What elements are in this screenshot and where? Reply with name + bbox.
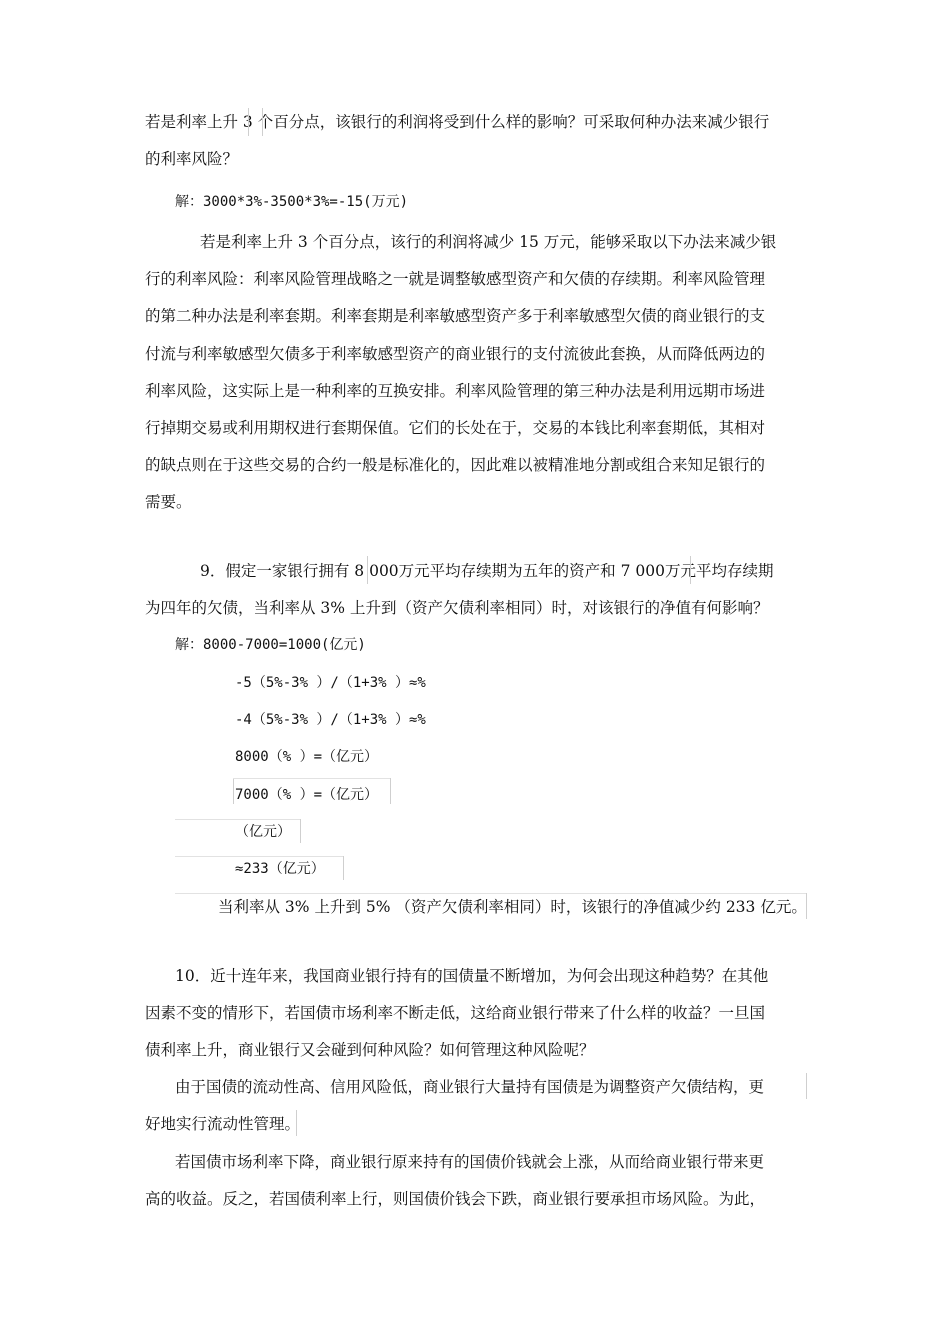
text-line: 需要。 <box>145 493 192 511</box>
formula-line: -5（5%-3% ）/（1+3% ）≈% <box>235 675 426 691</box>
textbox-edge <box>300 819 301 843</box>
formula-line: -4（5%-3% ）/（1+3% ）≈% <box>235 712 426 728</box>
text-line: 由于国债的流动性高、信用风险低，商业银行大量持有国债是为调整资产欠债结构，更 <box>175 1078 765 1096</box>
textbox-edge <box>690 556 691 584</box>
textbox-edge <box>262 108 263 136</box>
text-line: 若国债市场利率下降，商业银行原来持有的国债价钱就会上涨，从而给商业银行带来更 <box>175 1153 765 1171</box>
text-line: 若是利率上升 3 个百分点，该行的利润将减少 15 万元，能够采取以下办法来减少银 <box>200 233 777 251</box>
text-line: 好地实行流动性管理。 <box>145 1115 301 1133</box>
formula-line: （亿元） <box>235 824 291 840</box>
text-line: 行的利率风险：利率风险管理战略之一就是调整敏感型资产和欠债的存续期。利率风险管理 <box>145 270 766 288</box>
text-line: 利率风险，这实际上是一种利率的互换安排。利率风险管理的第三种办法是利用远期市场进 <box>145 382 766 400</box>
formula-line: 7000（% ）=（亿元） <box>235 787 379 803</box>
textbox-edge <box>367 556 368 584</box>
text-line: 若是利率上升 3 个百分点，该银行的利润将受到什么样的影响？可采取何种办法来减少银行 <box>145 113 770 131</box>
formula-line: ≈233（亿元） <box>235 861 325 877</box>
text-line: 行掉期交易或利用期权进行套期保值。它们的长处在于，交易的本钱比利率套期低，其相对 <box>145 419 766 437</box>
question-9: 9．假定一家银行拥有 8 000万元平均存续期为五年的资产和 7 000万元平均存续期 <box>200 562 774 580</box>
text-line: 债利率上升，商业银行又会碰到何种风险？如何管理这种风险呢？ <box>145 1041 595 1059</box>
question-10: 10．近十连年来，我国商业银行持有的国债量不断增加，为何会出现这种趋势？在其他 <box>175 967 769 985</box>
text-line: 的利率风险？ <box>145 150 239 168</box>
text-line: 的缺点则在于这些交易的合约一般是标准化的，因此难以被精准地分割或组合来知足银行的 <box>145 456 766 474</box>
textbox-edge <box>175 893 807 894</box>
textbox-edge <box>390 778 391 804</box>
text-line: 付流与利率敏感型欠债多于利率敏感型资产的商业银行的支付流彼此套换，从而降低两边的 <box>145 345 766 363</box>
textbox-edge <box>233 778 390 779</box>
textbox-edge <box>343 856 344 880</box>
conclusion-line: 当利率从 3% 上升到 5% （资产欠债利率相同）时，该银行的净值减少约 233 亿元。 <box>218 898 807 916</box>
textbox-edge <box>175 819 300 820</box>
textbox-edge <box>175 856 343 857</box>
solution-formula: 解：8000-7000=1000(亿元) <box>175 637 366 653</box>
textbox-edge <box>806 893 807 919</box>
formula-line: 8000（% ）=（亿元） <box>235 749 379 765</box>
textbox-edge <box>806 1073 807 1099</box>
text-line: 为四年的欠债，当利率从 3% 上升到（资产欠债利率相同）时，对该银行的净值有何影响？ <box>145 599 769 617</box>
text-line: 因素不变的情形下，若国债市场利率不断走低，这给商业银行带来了什么样的收益？一旦国 <box>145 1004 766 1022</box>
textbox-edge <box>248 108 249 136</box>
text-line: 高的收益。反之，若国债利率上行，则国债价钱会下跌，商业银行要承担市场风险。为此， <box>145 1190 766 1208</box>
text-line: 的第二种办法是利率套期。利率套期是利率敏感型资产多于利率敏感型欠债的商业银行的支 <box>145 307 766 325</box>
textbox-edge <box>233 778 234 804</box>
textbox-edge <box>296 1110 297 1136</box>
solution-formula: 解：3000*3%-3500*3%=-15(万元) <box>175 194 409 210</box>
